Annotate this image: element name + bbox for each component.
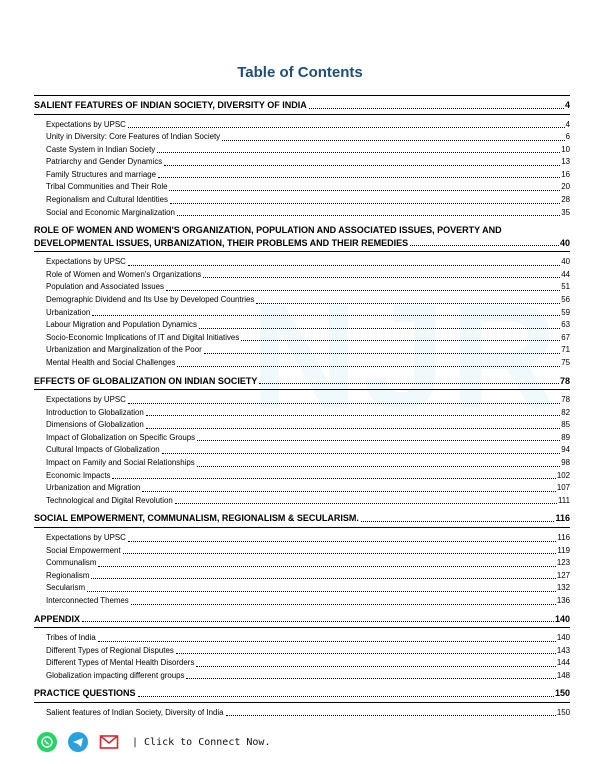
topic-page-number: 28 bbox=[561, 195, 570, 205]
topic-page-number: 13 bbox=[561, 157, 570, 167]
topic-title: Urbanization and Migration bbox=[46, 483, 141, 493]
topic-title: Social Empowerment bbox=[46, 545, 121, 555]
dot-leader bbox=[164, 165, 560, 166]
topic-entry[interactable] bbox=[46, 645, 570, 658]
topic-entry[interactable] bbox=[46, 470, 570, 483]
topic-entry[interactable] bbox=[46, 269, 570, 282]
topic-entry[interactable] bbox=[46, 545, 570, 558]
table-of-contents bbox=[34, 95, 570, 721]
topic-page-number: 119 bbox=[557, 545, 570, 555]
topic-page-number: 85 bbox=[561, 420, 570, 430]
topic-page-number: 75 bbox=[561, 358, 570, 367]
dot-leader bbox=[241, 340, 560, 341]
topic-title: Communalism bbox=[46, 558, 97, 568]
topic-title: Demographic Dividend and Its Use by Developed Countries bbox=[46, 295, 255, 305]
topic-title: Tribal Communities and Their Role bbox=[46, 182, 168, 192]
topic-title: Expectations by UPSC bbox=[46, 395, 126, 405]
topic-page-number: 98 bbox=[561, 458, 570, 468]
dot-leader bbox=[196, 666, 555, 667]
dot-leader bbox=[82, 621, 554, 622]
topic-entry[interactable] bbox=[46, 307, 570, 320]
topic-list bbox=[34, 252, 570, 371]
chapter-title: PRACTICE QUESTIONS bbox=[34, 688, 136, 699]
topic-page-number: 102 bbox=[556, 470, 570, 480]
topic-entry[interactable] bbox=[46, 194, 570, 207]
topic-page-number: 10 bbox=[561, 144, 570, 154]
topic-entry[interactable] bbox=[46, 119, 570, 132]
topic-title: Regionalism bbox=[46, 570, 90, 580]
chapter-heading[interactable] bbox=[34, 610, 570, 629]
topic-title: Economic Impacts bbox=[46, 470, 111, 480]
topic-entry[interactable] bbox=[46, 294, 570, 307]
topic-list bbox=[34, 115, 570, 222]
topic-page-number: 89 bbox=[561, 432, 570, 442]
topic-title: Population and Associated Issues bbox=[46, 282, 165, 292]
dot-leader bbox=[309, 108, 564, 109]
topic-title: Patriarchy and Gender Dynamics bbox=[46, 157, 163, 167]
footer-connect-bar bbox=[37, 730, 270, 754]
topic-entry[interactable] bbox=[46, 482, 570, 495]
chapter-title: SOCIAL EMPOWERMENT, COMMUNALISM, REGIONALISM & SECULARISM. bbox=[34, 513, 359, 524]
topic-entry[interactable] bbox=[46, 144, 570, 157]
dot-leader bbox=[98, 566, 555, 567]
topic-title: Unity in Diversity: Core Features of Indian Society bbox=[46, 132, 221, 142]
whatsapp-icon[interactable] bbox=[37, 732, 57, 752]
topic-title: Expectations by UPSC bbox=[46, 532, 126, 542]
topic-entry[interactable] bbox=[46, 357, 570, 370]
chapter-page-number: 78 bbox=[559, 375, 570, 386]
topic-title: Tribes of India bbox=[46, 633, 96, 642]
topic-title: Urbanization bbox=[46, 307, 91, 317]
topic-page-number: 82 bbox=[561, 407, 570, 417]
topic-title: Secularism bbox=[46, 583, 86, 593]
topic-entry[interactable] bbox=[46, 457, 570, 470]
topic-title: Dimensions of Globalization bbox=[46, 420, 144, 430]
chapter-heading[interactable] bbox=[34, 95, 570, 115]
dot-leader bbox=[169, 190, 560, 191]
topic-page-number: 140 bbox=[556, 633, 570, 642]
chapter-heading[interactable] bbox=[34, 221, 570, 252]
topic-title: Different Types of Regional Disputes bbox=[46, 645, 174, 655]
dot-leader bbox=[123, 553, 557, 554]
dot-leader bbox=[131, 604, 556, 605]
connect-link[interactable]: | Click to Connect Now. bbox=[132, 736, 271, 748]
topic-entry[interactable] bbox=[46, 582, 570, 595]
topic-page-number: 144 bbox=[556, 658, 570, 668]
topic-entry[interactable] bbox=[46, 670, 570, 683]
topic-entry[interactable] bbox=[46, 570, 570, 583]
topic-entry[interactable] bbox=[46, 332, 570, 345]
topic-page-number: 111 bbox=[558, 495, 570, 505]
dot-leader bbox=[361, 521, 555, 522]
dot-leader bbox=[157, 152, 560, 153]
topic-page-number: 35 bbox=[561, 207, 570, 217]
dot-leader bbox=[199, 328, 560, 329]
dot-leader bbox=[175, 503, 557, 504]
topic-list bbox=[34, 628, 570, 684]
topic-page-number: 59 bbox=[561, 307, 570, 317]
topic-page-number: 94 bbox=[561, 445, 570, 455]
topic-title: Expectations by UPSC bbox=[46, 119, 126, 129]
topic-page-number: 116 bbox=[557, 532, 570, 542]
topic-entry[interactable] bbox=[46, 707, 570, 720]
topic-entry[interactable] bbox=[46, 419, 570, 432]
dot-leader bbox=[177, 215, 560, 216]
topic-list bbox=[34, 528, 570, 610]
dot-leader bbox=[226, 715, 556, 716]
dot-leader bbox=[128, 127, 565, 128]
topic-entry[interactable] bbox=[46, 131, 570, 144]
dot-leader bbox=[197, 440, 560, 441]
topic-list bbox=[34, 703, 570, 722]
chapter-title: EFFECTS OF GLOBALIZATION ON INDIAN SOCIETY bbox=[34, 375, 258, 386]
dot-leader bbox=[177, 366, 560, 367]
topic-entry[interactable] bbox=[46, 657, 570, 670]
topic-entry[interactable] bbox=[46, 432, 570, 445]
topic-page-number: 6 bbox=[565, 132, 570, 142]
topic-page-number: 78 bbox=[561, 395, 570, 405]
topic-entry[interactable] bbox=[46, 207, 570, 220]
topic-page-number: 132 bbox=[556, 583, 570, 593]
topic-entry[interactable] bbox=[46, 632, 570, 645]
dot-leader bbox=[204, 353, 561, 354]
telegram-icon[interactable] bbox=[68, 732, 88, 752]
topic-page-number: 67 bbox=[561, 332, 570, 342]
dot-leader bbox=[128, 403, 560, 404]
dot-leader bbox=[176, 653, 556, 654]
topic-entry[interactable] bbox=[46, 169, 570, 182]
topic-title: Caste System in Indian Society bbox=[46, 144, 156, 154]
dot-leader bbox=[197, 466, 561, 467]
topic-entry[interactable] bbox=[46, 532, 570, 545]
topic-title: Globalization impacting different groups bbox=[46, 670, 185, 680]
page-title: Table of Contents bbox=[237, 64, 363, 81]
topic-entry[interactable] bbox=[46, 557, 570, 570]
dot-leader bbox=[158, 177, 560, 178]
dot-leader bbox=[98, 641, 556, 642]
topic-title: Impact of Globalization on Specific Groups bbox=[46, 432, 196, 442]
chapter-page-number: 140 bbox=[554, 613, 570, 624]
topic-entry[interactable] bbox=[46, 595, 570, 608]
topic-page-number: 136 bbox=[556, 595, 570, 605]
dot-leader bbox=[92, 315, 560, 316]
topic-title: Family Structures and marriage bbox=[46, 169, 157, 179]
watermark: NJR bbox=[250, 272, 563, 440]
chapter-page-number: 40 bbox=[559, 237, 570, 248]
topic-page-number: 63 bbox=[561, 320, 570, 330]
topic-title: Expectations by UPSC bbox=[46, 257, 126, 267]
topic-page-number: 16 bbox=[561, 169, 570, 179]
topic-page-number: 4 bbox=[565, 119, 570, 129]
dot-leader bbox=[91, 578, 555, 579]
dot-leader bbox=[259, 383, 559, 384]
topic-page-number: 143 bbox=[556, 645, 570, 655]
dot-leader bbox=[128, 265, 560, 266]
topic-title: Urbanization and Marginalization of the Poor bbox=[46, 345, 202, 355]
topic-title: Labour Migration and Population Dynamics bbox=[46, 320, 197, 330]
topic-entry[interactable] bbox=[46, 181, 570, 194]
topic-entry[interactable] bbox=[46, 256, 570, 269]
dot-leader bbox=[142, 491, 556, 492]
dot-leader bbox=[170, 203, 560, 204]
topic-page-number: 71 bbox=[561, 345, 570, 355]
topic-entry[interactable] bbox=[46, 444, 570, 457]
topic-entry[interactable] bbox=[46, 394, 570, 407]
topic-title: Mental Health and Social Challenges bbox=[46, 358, 176, 367]
topic-page-number: 127 bbox=[556, 570, 570, 580]
topic-page-number: 150 bbox=[556, 707, 570, 717]
chapter-title-line-2: DEVELOPMENTAL ISSUES, URBANIZATION, THEIR PROBLEMS AND THEIR REMEDIES bbox=[34, 237, 409, 248]
topic-title: Socio-Economic Implications of IT and Digital Initiatives bbox=[46, 332, 240, 342]
topic-title: Interconnected Themes bbox=[46, 595, 129, 605]
topic-list bbox=[34, 390, 570, 509]
dot-leader bbox=[112, 478, 555, 479]
topic-page-number: 107 bbox=[556, 483, 570, 493]
topic-page-number: 148 bbox=[556, 670, 570, 680]
chapter-title: APPENDIX bbox=[34, 613, 81, 624]
topic-title: Social and Economic Marginalization bbox=[46, 207, 175, 217]
chapter-heading[interactable] bbox=[34, 684, 570, 703]
topic-page-number: 40 bbox=[561, 257, 570, 267]
chapter-page-number: 4 bbox=[564, 100, 570, 110]
topic-entry[interactable] bbox=[46, 344, 570, 357]
dot-leader bbox=[138, 696, 554, 697]
chapter-page-number: 116 bbox=[555, 513, 570, 524]
topic-entry[interactable] bbox=[46, 495, 570, 508]
dot-leader bbox=[186, 678, 555, 679]
topic-title: Different Types of Mental Health Disorders bbox=[46, 658, 195, 668]
dot-leader bbox=[128, 541, 557, 542]
chapter-heading[interactable] bbox=[34, 372, 570, 391]
topic-title: Cultural Impacts of Globalization bbox=[46, 445, 160, 455]
topic-page-number: 44 bbox=[561, 269, 570, 279]
dot-leader bbox=[87, 591, 556, 592]
dot-leader bbox=[203, 277, 560, 278]
chapter-heading[interactable] bbox=[34, 509, 570, 528]
dot-leader bbox=[410, 245, 559, 246]
topic-title: Introduction to Globalization bbox=[46, 407, 144, 417]
dot-leader bbox=[146, 428, 560, 429]
topic-title: Salient features of Indian Society, Diversity of India bbox=[46, 707, 224, 717]
topic-page-number: 51 bbox=[561, 282, 570, 292]
topic-page-number: 56 bbox=[561, 295, 570, 305]
mail-icon[interactable] bbox=[99, 734, 119, 750]
dot-leader bbox=[256, 303, 560, 304]
topic-entry[interactable] bbox=[46, 407, 570, 420]
chapter-title: SALIENT FEATURES OF INDIAN SOCIETY, DIVERSITY OF INDIA bbox=[34, 100, 307, 110]
dot-leader bbox=[222, 140, 565, 141]
topic-page-number: 123 bbox=[556, 558, 570, 568]
topic-page-number: 20 bbox=[561, 182, 570, 192]
dot-leader bbox=[146, 415, 560, 416]
topic-entry[interactable] bbox=[46, 319, 570, 332]
topic-title: Role of Women and Women's Organizations bbox=[46, 269, 202, 279]
topic-title: Impact on Family and Social Relationships bbox=[46, 458, 195, 468]
topic-title: Technological and Digital Revolution bbox=[46, 495, 173, 505]
chapter-page-number: 150 bbox=[554, 688, 570, 699]
dot-leader bbox=[162, 453, 561, 454]
topic-entry[interactable] bbox=[46, 281, 570, 294]
topic-entry[interactable] bbox=[46, 156, 570, 169]
dot-leader bbox=[166, 290, 560, 291]
topic-title: Regionalism and Cultural Identities bbox=[46, 195, 168, 205]
chapter-title-line-1: ROLE OF WOMEN AND WOMEN'S ORGANIZATION, POPULATION AND ASSOCIATED ISSUES, POVERTY AND bbox=[34, 225, 502, 236]
